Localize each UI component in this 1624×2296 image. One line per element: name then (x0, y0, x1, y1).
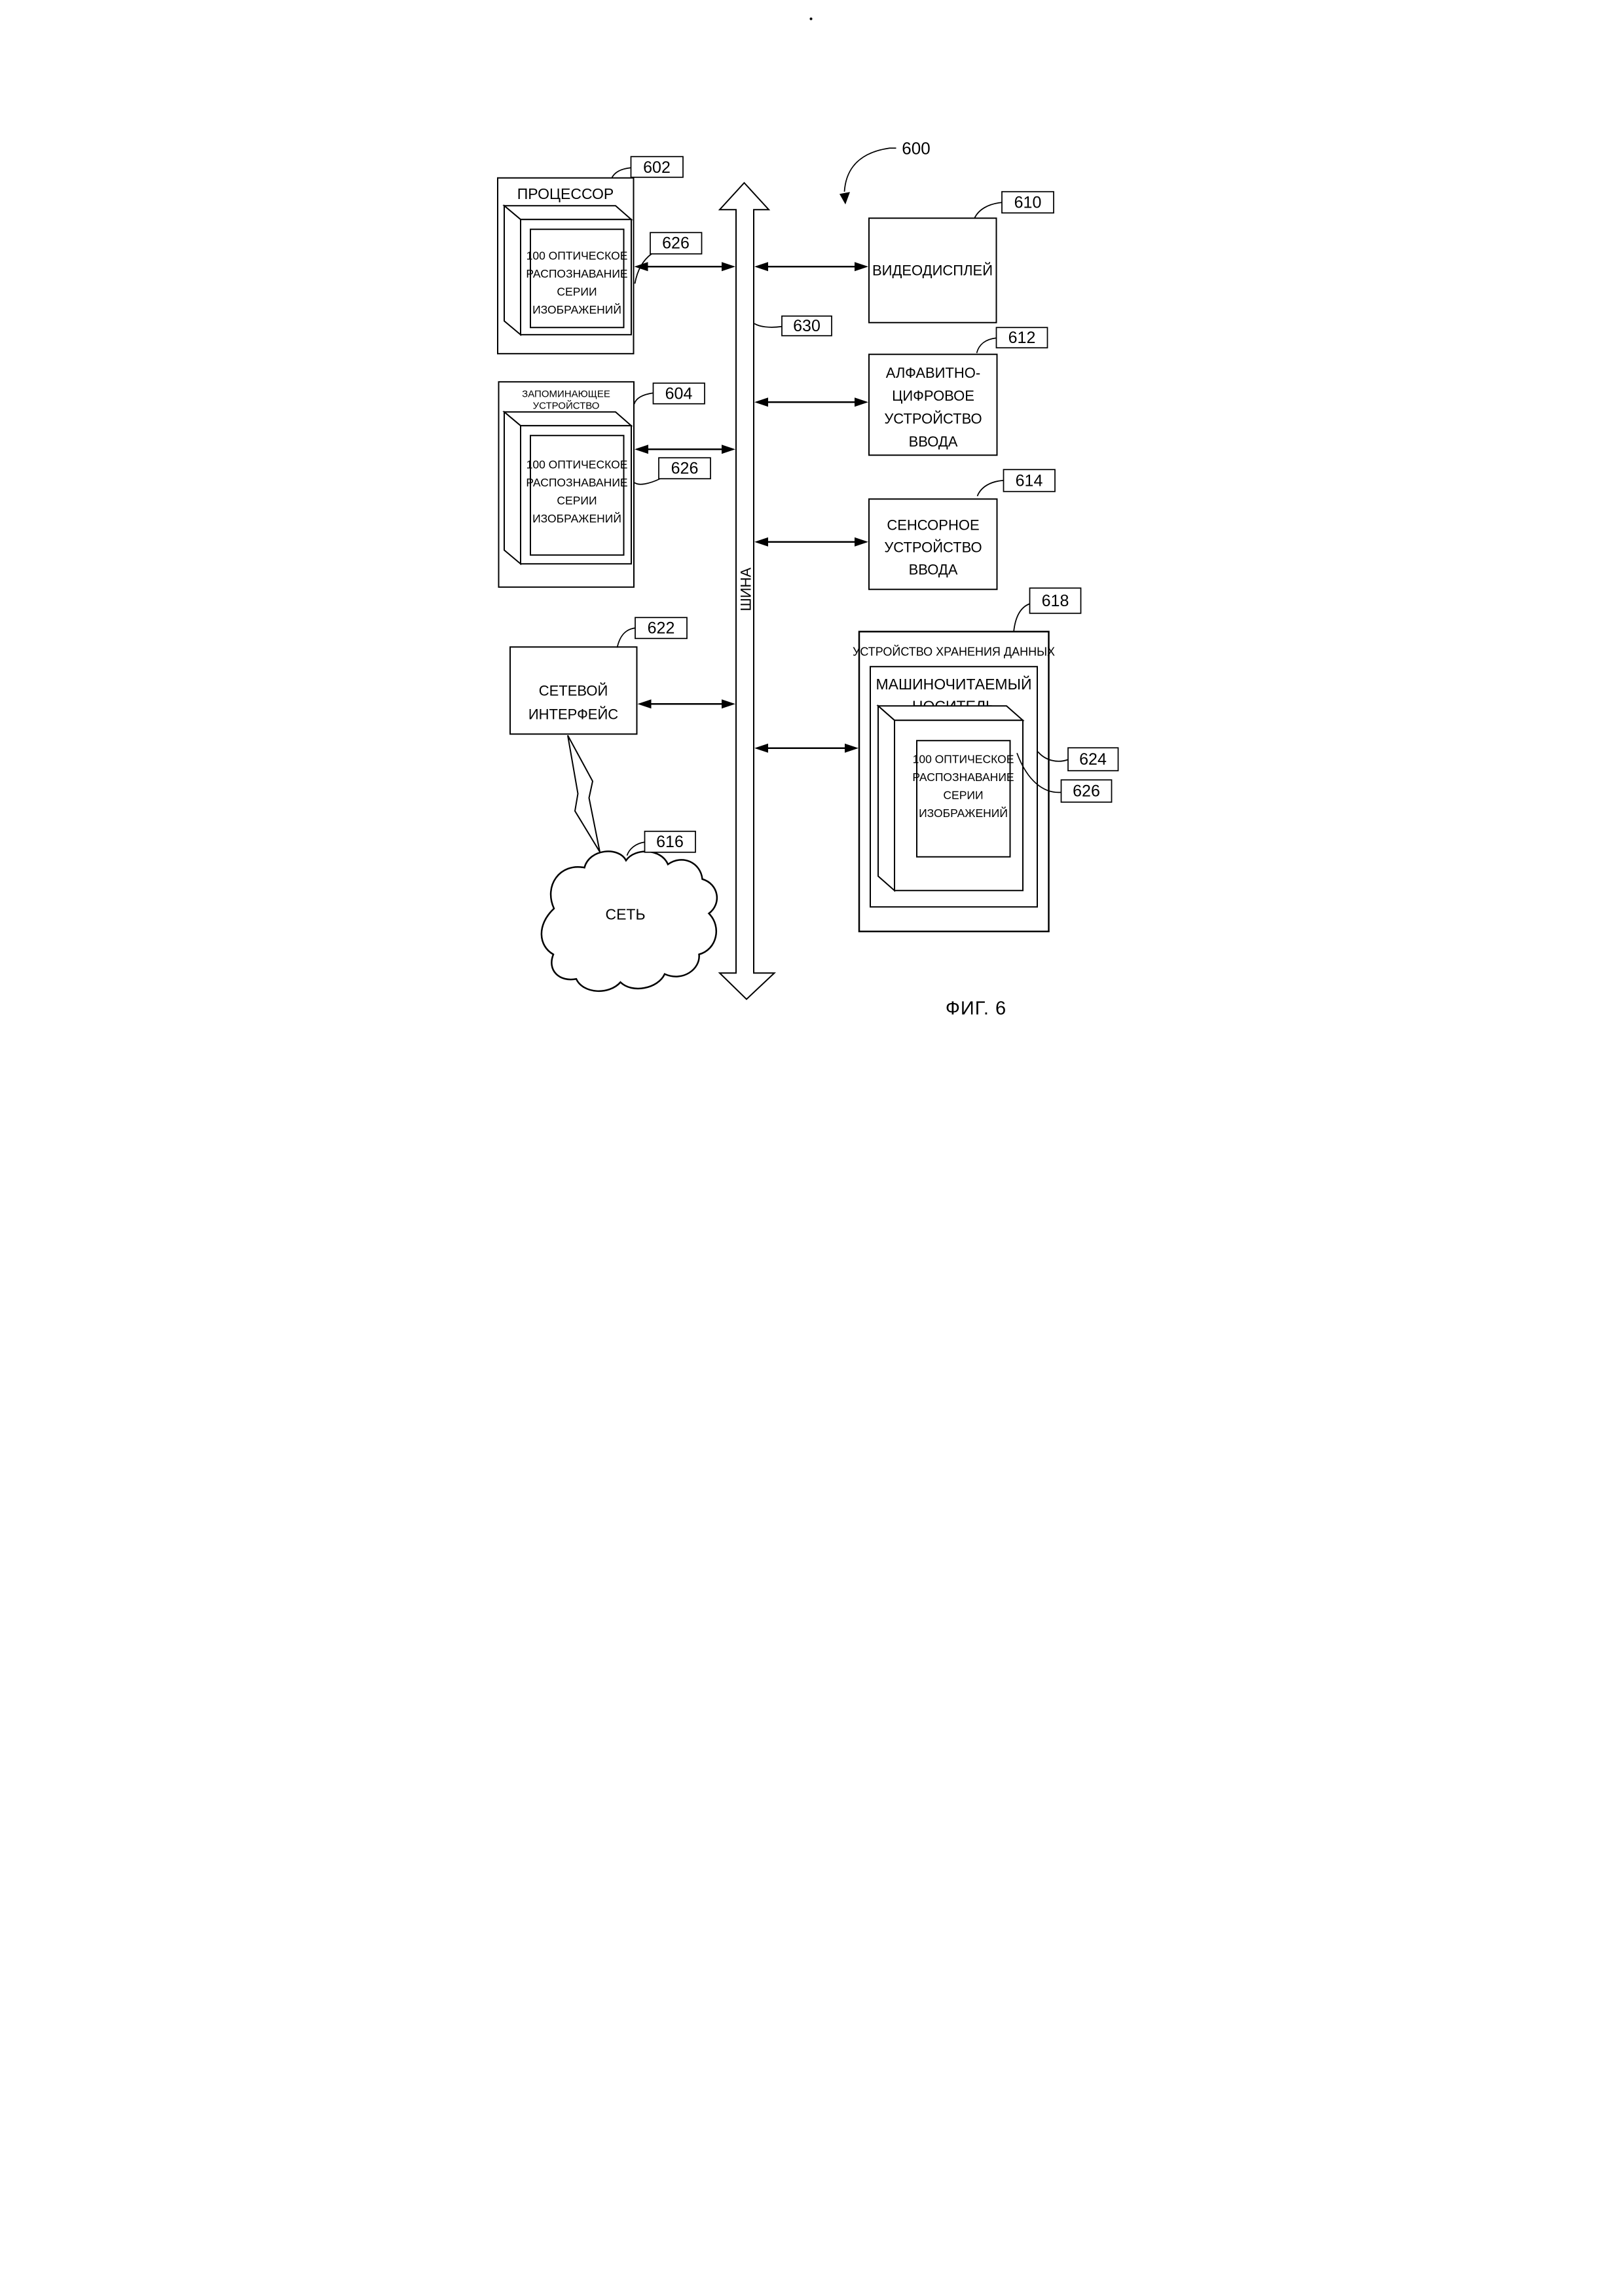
leader-630 (754, 323, 782, 327)
ref-number-618: 618 (1041, 591, 1069, 610)
touch-title-line: УСТРОЙСТВО (884, 539, 982, 556)
touch-title-line: СЕНСОРНОЕ (887, 517, 980, 534)
connector-bus-alphanumeric-input (754, 397, 868, 407)
network-block (542, 851, 717, 991)
ref-label-612 (977, 327, 1048, 353)
ref-number-626-memory: 626 (671, 459, 699, 478)
alphanumeric-title-line: УСТРОЙСТВО (884, 410, 982, 427)
ref-number-630: 630 (793, 316, 821, 335)
ref-number-626-processor: 626 (662, 234, 690, 253)
ref-number-616: 616 (656, 832, 684, 851)
storage-module-3d-box (878, 706, 1023, 890)
leader-602 (612, 168, 631, 178)
ref-label-602 (612, 156, 683, 178)
module-line: 100 ОПТИЧЕСКОЕ (526, 249, 628, 263)
system-ref-arrowhead-icon (840, 192, 850, 204)
connector-processor-bus (635, 262, 736, 271)
leader-626-memory (635, 479, 660, 484)
video-display-title: ВИДЕОДИСПЛЕЙ (872, 262, 993, 279)
module-line: ИЗОБРАЖЕНИЙ (532, 511, 621, 525)
module-line: ИЗОБРАЖЕНИЙ (919, 806, 1008, 820)
ref-label-614 (978, 469, 1056, 496)
memory-title-line: УСТРОЙСТВО (532, 400, 600, 412)
network-interface-block (510, 647, 637, 734)
alphanumeric-title-line: ЦИФРОВОЕ (892, 387, 974, 404)
connector-memory-bus (635, 445, 735, 454)
processor-module-3d-box (504, 206, 631, 335)
connector-bus-data-storage (754, 744, 858, 753)
module-line: СЕРИИ (557, 494, 597, 507)
bus-label: ШИНА (737, 567, 754, 611)
figure-6-diagram (406, 0, 1218, 1148)
leader-612 (977, 338, 997, 353)
ref-label-622 (618, 617, 688, 647)
patent-figure-page (406, 0, 1218, 1148)
memory-module-3d-box (504, 412, 631, 564)
module-line: 100 ОПТИЧЕСКОЕ (526, 458, 628, 471)
ref-label-626-processor (635, 232, 702, 283)
ref-label-618 (1014, 588, 1081, 632)
module-line: РАСПОЗНАВАНИЕ (526, 475, 628, 489)
data-storage-block (853, 632, 1055, 932)
data-storage-title: УСТРОЙСТВО ХРАНЕНИЯ ДАННЫХ (852, 645, 1056, 659)
bus (720, 183, 775, 999)
module-line: 100 ОПТИЧЕСКОЕ (912, 752, 1014, 766)
system-ref-600 (840, 138, 931, 204)
ref-number-622: 622 (647, 619, 675, 638)
leader-622 (618, 628, 636, 647)
module-line: СЕРИИ (557, 285, 597, 299)
system-ref-number: 600 (902, 138, 931, 158)
lightning-bolt (568, 735, 600, 852)
module-line: ИЗОБРАЖЕНИЙ (532, 302, 621, 316)
network-title: СЕТЬ (605, 905, 646, 923)
touch-title-line: ВВОДА (908, 561, 958, 578)
ref-label-626-memory (635, 458, 710, 484)
ref-label-624 (1038, 748, 1118, 771)
ref-label-610 (974, 192, 1054, 219)
video-display-block (869, 218, 997, 323)
network-interface-title-line: ИНТЕРФЕЙС (528, 706, 619, 723)
processor-block (498, 178, 634, 354)
ref-number-610: 610 (1014, 193, 1042, 212)
alphanumeric-title-line: ВВОДА (908, 433, 958, 450)
module-line: РАСПОЗНАВАНИЕ (912, 770, 1014, 784)
leader-604 (635, 393, 654, 404)
ref-label-604 (635, 383, 705, 404)
network-interface-title-line: СЕТЕВОЙ (538, 682, 608, 699)
module-line: РАСПОЗНАВАНИЕ (526, 266, 628, 280)
memory-title-line: ЗАПОМИНАЮЩЕЕ (522, 388, 610, 400)
memory-block (499, 382, 635, 587)
touch-input-block (869, 499, 997, 589)
leader-618 (1014, 604, 1030, 632)
leader-610 (974, 202, 1002, 219)
processor-title: ПРОЦЕССОР (517, 185, 614, 202)
ref-number-626-storage: 626 (1073, 782, 1100, 801)
module-line: СЕРИИ (943, 788, 984, 802)
ref-number-624: 624 (1079, 750, 1107, 769)
ref-number-614: 614 (1015, 471, 1043, 490)
alphanumeric-input-block (869, 354, 997, 455)
system-ref-leader (845, 148, 896, 192)
medium-title-line: МАШИНОЧИТАЕМЫЙ (876, 675, 1032, 693)
connector-bus-video-display (754, 262, 868, 271)
ref-label-630 (754, 316, 832, 336)
ref-number-602: 602 (643, 158, 671, 177)
leader-614 (978, 481, 1004, 496)
figure-caption: ФИГ. 6 (945, 998, 1007, 1019)
alphanumeric-title-line: АЛФАВИТНО- (885, 364, 981, 381)
page-artifact-dot (810, 18, 813, 20)
ref-number-604: 604 (665, 384, 693, 403)
connector-network-interface-bus (638, 699, 736, 708)
connector-bus-touch-input (754, 538, 868, 547)
ref-number-612: 612 (1008, 328, 1036, 347)
